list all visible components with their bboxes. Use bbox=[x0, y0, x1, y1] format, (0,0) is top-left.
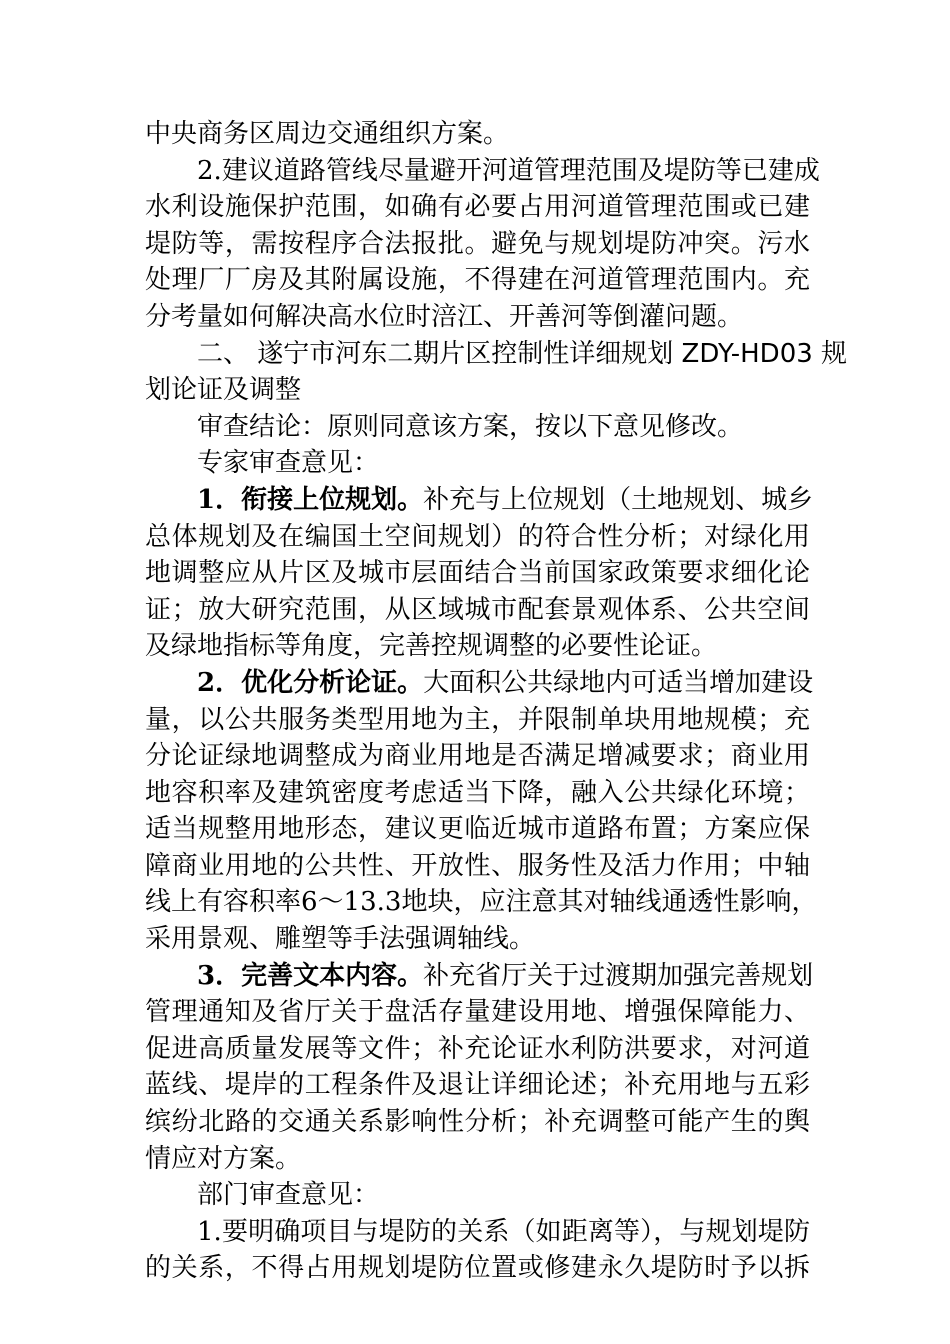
line-text: 建议道路管线尽量避开河道管理范围及堤防等已建成 bbox=[221, 155, 820, 186]
line-text: 中央商务区周边交通组织方案。 bbox=[145, 119, 510, 149]
line-text: 水利设施保护范围，如确有必要占用河道管理范围或已建 bbox=[145, 192, 810, 223]
text-line bbox=[145, 1141, 810, 1178]
text-line bbox=[145, 226, 810, 263]
item-heading: 完善文本内容。 bbox=[241, 960, 424, 991]
line-text: 采用景观、雕塑等手法强调轴线。 bbox=[145, 924, 536, 955]
expert-opinions-heading bbox=[145, 445, 810, 482]
text-line bbox=[145, 153, 820, 190]
text-line bbox=[145, 628, 810, 665]
review-conclusion bbox=[145, 409, 810, 446]
line-text: 的关系，不得占用规划堤防位置或修建永久堤防时予以拆 bbox=[145, 1253, 810, 1284]
line-text: 处理厂厂房及其附属设施，不得建在河道管理范围内。充 bbox=[145, 265, 810, 296]
item-number: 1. bbox=[197, 1216, 222, 1247]
text-line bbox=[145, 738, 810, 775]
text-line bbox=[145, 665, 814, 702]
line-text: 地块，应注意其对轴线通透性影响， bbox=[401, 887, 818, 918]
line-text: 专家审查意见： bbox=[197, 448, 380, 479]
line-text: 大面积公共绿地内可适当增加建设 bbox=[423, 667, 814, 698]
text-line bbox=[145, 994, 810, 1031]
text-line bbox=[145, 921, 810, 958]
text-line bbox=[145, 299, 810, 336]
line-text: 要明确项目与堤防的关系（如距离等），与规划堤防 bbox=[221, 1216, 810, 1247]
section-heading bbox=[145, 336, 848, 373]
line-text: 适当规整用地形态，建议更临近城市道路布置；方案应保 bbox=[145, 814, 810, 845]
line-text: 审查结论：原则同意该方案，按以下意见修改。 bbox=[197, 411, 744, 442]
text-line bbox=[145, 482, 814, 519]
text-line bbox=[145, 262, 810, 299]
text-line bbox=[145, 1104, 810, 1141]
line-text: 地调整应从片区及城市层面结合当前国家政策要求细化论 bbox=[145, 558, 810, 589]
line-text: 线上有容积率 bbox=[145, 887, 302, 918]
text-line bbox=[145, 1031, 810, 1068]
line-text: 堤防等，需按程序合法报批。避免与规划堤防冲突。污水 bbox=[145, 228, 810, 259]
line-text: 二、 遂宁市河东二期片区控制性详细规划 ZDY-HD03 规 bbox=[197, 338, 848, 369]
text-line bbox=[145, 958, 814, 995]
text-line bbox=[145, 702, 810, 739]
text-line bbox=[145, 592, 810, 629]
line-text: 证；放大研究范围，从区域城市配套景观体系、公共空间 bbox=[145, 594, 810, 625]
line-text: 障商业用地的公共性、开放性、服务性及活力作用；中轴 bbox=[145, 850, 810, 881]
item-heading: 衔接上位规划。 bbox=[241, 484, 424, 515]
line-text: 蓝线、堤岸的工程条件及退让详细论述；补充用地与五彩 bbox=[145, 1070, 810, 1101]
ratio-value: 6～13.3 bbox=[301, 887, 402, 918]
line-text: 总体规划及在编国土空间规划）的符合性分析；对绿化用 bbox=[145, 521, 810, 552]
line-text: 管理通知及省厅关于盘活存量建设用地、增强保障能力、 bbox=[145, 997, 810, 1028]
department-opinions-heading bbox=[145, 1177, 810, 1214]
line-text: 划论证及调整 bbox=[145, 375, 302, 406]
line-text: 量，以公共服务类型用地为主，并限制单块用地规模；充 bbox=[145, 704, 810, 735]
text-line bbox=[145, 555, 810, 592]
line-text: 补充省厅关于过渡期加强完善规划 bbox=[423, 960, 814, 991]
line-text: 及绿地指标等角度，完善控规调整的必要性论证。 bbox=[145, 631, 718, 662]
text-line bbox=[145, 1214, 810, 1251]
item-number: 2. bbox=[197, 155, 222, 186]
text-line bbox=[145, 189, 810, 226]
line-text: 部门审查意见： bbox=[197, 1180, 380, 1211]
text-line bbox=[145, 1067, 810, 1104]
text-line bbox=[145, 811, 810, 848]
item-number: 1． bbox=[197, 484, 242, 515]
text-line bbox=[145, 519, 810, 556]
text-line bbox=[145, 884, 818, 921]
text-line bbox=[145, 372, 810, 409]
line-text: 分考量如何解决高水位时涪江、开善河等倒灌问题。 bbox=[145, 301, 744, 332]
line-text: 分论证绿地调整成为商业用地是否满足增减要求；商业用 bbox=[145, 741, 810, 772]
text-line bbox=[145, 1250, 810, 1287]
item-heading: 优化分析论证。 bbox=[241, 667, 424, 698]
text-line bbox=[145, 775, 810, 812]
item-number: 2． bbox=[197, 667, 242, 698]
document-page bbox=[145, 116, 848, 1287]
line-text: 地容积率及建筑密度考虑适当下降，融入公共绿化环境； bbox=[145, 777, 810, 808]
line-text: 情应对方案。 bbox=[145, 1143, 302, 1174]
item-number: 3． bbox=[197, 960, 242, 991]
line-text: 补充与上位规划（土地规划、城乡 bbox=[423, 484, 814, 515]
line-text: 促进高质量发展等文件；补充论证水利防洪要求，对河道 bbox=[145, 1033, 810, 1064]
text-line bbox=[145, 116, 810, 153]
line-text: 缤纷北路的交通关系影响性分析；补充调整可能产生的舆 bbox=[145, 1107, 810, 1138]
text-line bbox=[145, 848, 810, 885]
